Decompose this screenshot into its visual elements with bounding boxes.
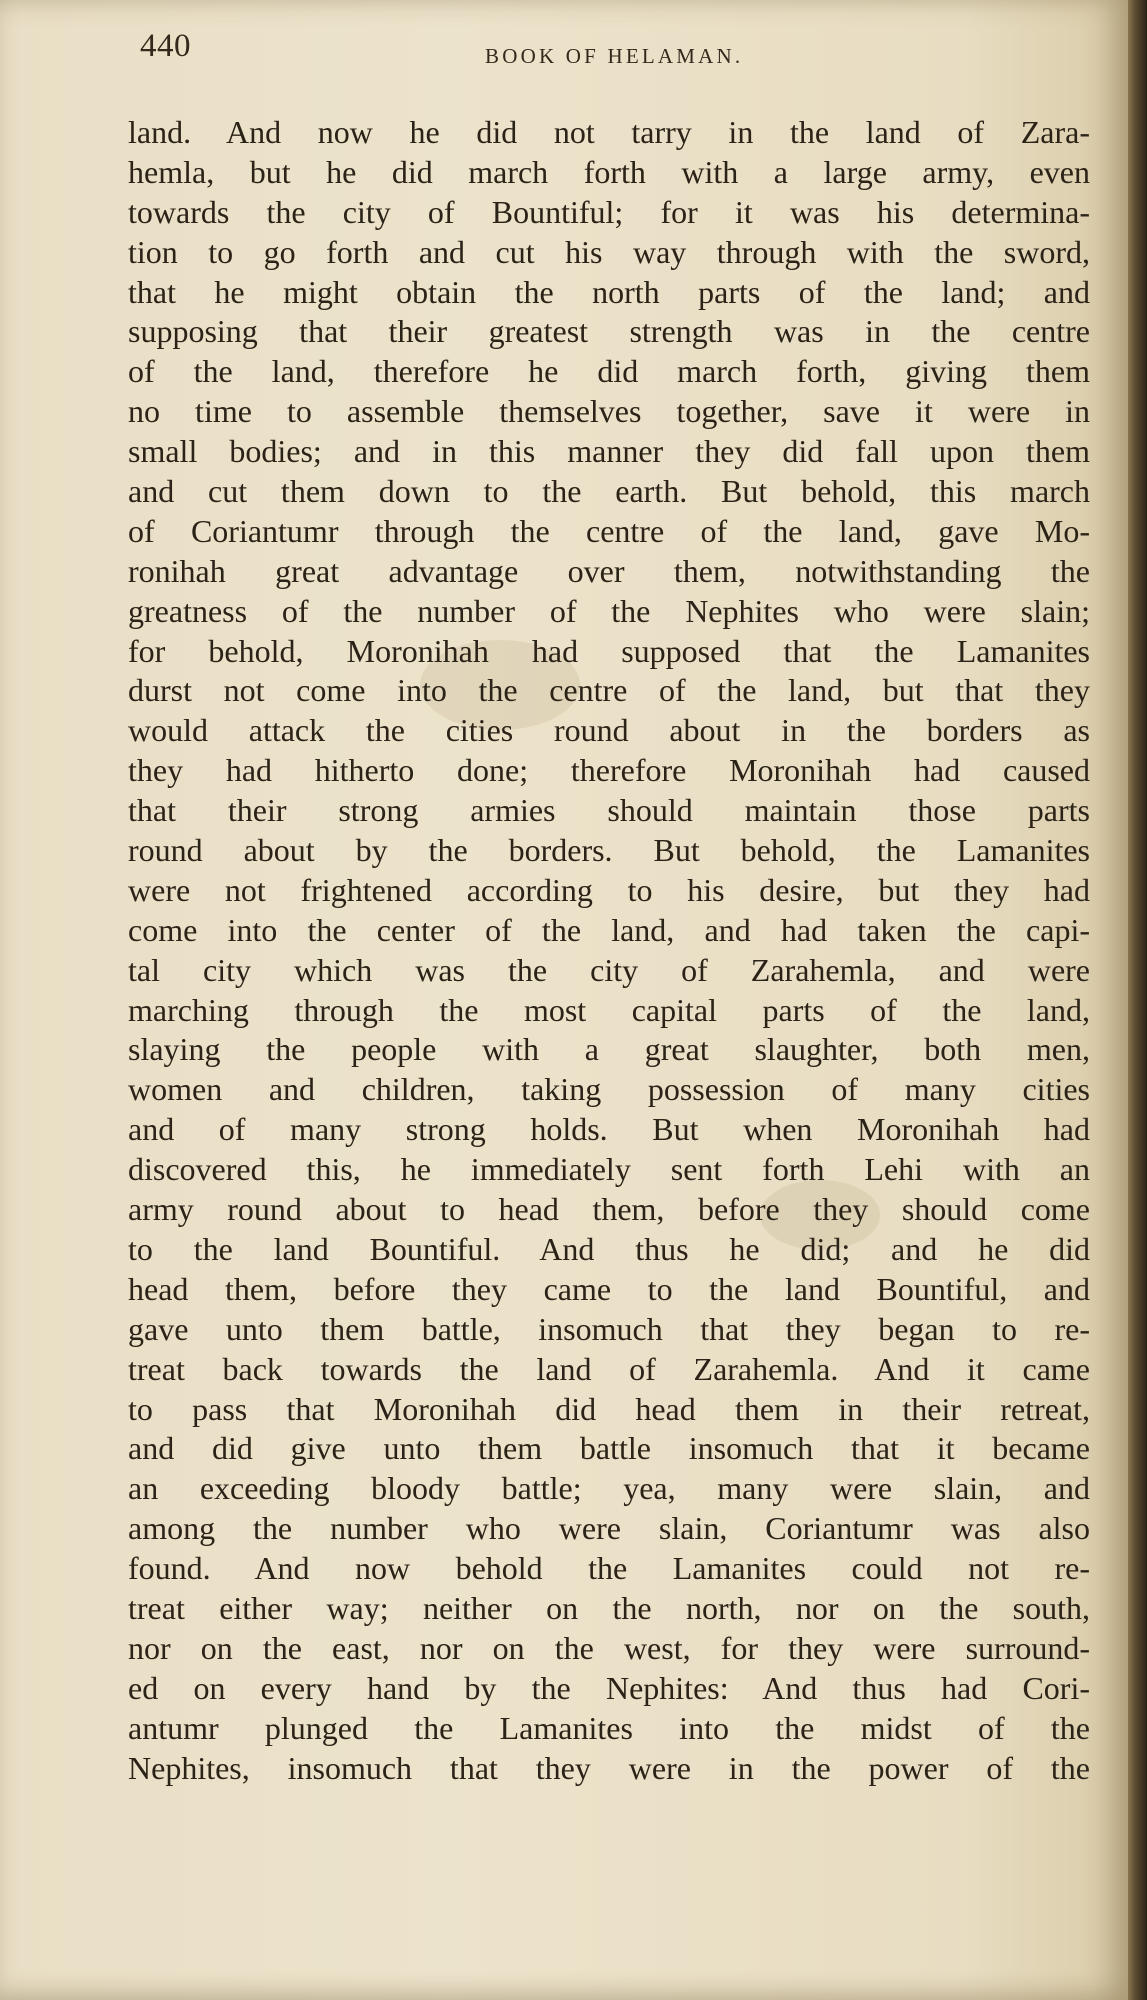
text-line: they had hitherto done; therefore Moronihah had caused [128, 752, 1090, 789]
text-line: of the land, therefore he did march forth, giving them [128, 353, 1090, 390]
text-line: nor on the east, nor on the west, for they were surround- [128, 1629, 1090, 1666]
text-line: of Coriantumr through the centre of the land, gave Mo- [128, 512, 1090, 549]
text-line: supposing that their greatest strength was in the centre [128, 313, 1090, 350]
text-line: durst not come into the centre of the land, but that they [128, 672, 1090, 709]
running-head: BOOK OF HELAMAN. [485, 44, 744, 68]
text-line: ronihah great advantage over them, notwithstanding the [128, 552, 1090, 589]
text-line: and of many strong holds. But when Moronihah had [128, 1111, 1090, 1148]
text-line: small bodies; and in this manner they did fall upon them [128, 433, 1090, 470]
text-line: were not frightened according to his desire, but they had [128, 871, 1090, 908]
page-number: 440 [140, 28, 191, 64]
text-line: slaying the people with a great slaughter, both men, [128, 1031, 1090, 1068]
page-edge [1128, 0, 1147, 2000]
text-line: among the number who were slain, Coriantumr was also [128, 1510, 1090, 1547]
text-line: marching through the most capital parts of the land, [128, 991, 1090, 1028]
text-line: and cut them down to the earth. But behold, this march [128, 473, 1090, 510]
text-line: would attack the cities round about in the borders as [128, 712, 1090, 749]
text-line: to the land Bountiful. And thus he did; and he did [128, 1230, 1090, 1267]
text-line: head them, before they came to the land Bountiful, and [128, 1270, 1090, 1307]
text-line: gave unto them battle, insomuch that they began to re- [128, 1310, 1090, 1347]
text-line: Nephites, insomuch that they were in the power of the [128, 1749, 1090, 1786]
text-line: to pass that Moronihah did head them in their retreat, [128, 1390, 1090, 1427]
text-line: hemla, but he did march forth with a large army, even [128, 153, 1090, 190]
text-line: land. And now he did not tarry in the land of Zara- [128, 114, 1090, 150]
text-line: tion to go forth and cut his way through with the sword, [128, 233, 1090, 270]
text-line: antumr plunged the Lamanites into the midst of the [128, 1709, 1090, 1746]
text-line: towards the city of Bountiful; for it was his determina- [128, 193, 1090, 230]
text-line: greatness of the number of the Nephites who were slain; [128, 592, 1090, 629]
text-line: come into the center of the land, and had taken the capi- [128, 911, 1090, 948]
text-line: treat either way; neither on the north, nor on the south, [128, 1589, 1090, 1626]
text-line: for behold, Moronihah had supposed that the Lamanites [128, 632, 1090, 669]
text-line: army round about to head them, before they should come [128, 1191, 1090, 1228]
text-line: and did give unto them battle insomuch that it became [128, 1430, 1090, 1467]
text-line: women and children, taking possession of many cities [128, 1071, 1090, 1108]
text-line: that their strong armies should maintain those parts [128, 792, 1090, 829]
text-line: round about by the borders. But behold, the Lamanites [128, 832, 1090, 869]
body-text [128, 112, 1090, 1787]
text-line: found. And now behold the Lamanites could not re- [128, 1550, 1090, 1587]
text-line: tal city which was the city of Zarahemla, and were [128, 951, 1090, 988]
text-line: treat back towards the land of Zarahemla. And it came [128, 1350, 1090, 1387]
text-line: discovered this, he immediately sent forth Lehi with an [128, 1151, 1090, 1188]
text-line: no time to assemble themselves together, save it were in [128, 393, 1090, 430]
text-line: ed on every hand by the Nephites: And thus had Cori- [128, 1669, 1090, 1706]
text-line: an exceeding bloody battle; yea, many were slain, and [128, 1470, 1090, 1507]
text-line: that he might obtain the north parts of the land; and [128, 273, 1090, 310]
